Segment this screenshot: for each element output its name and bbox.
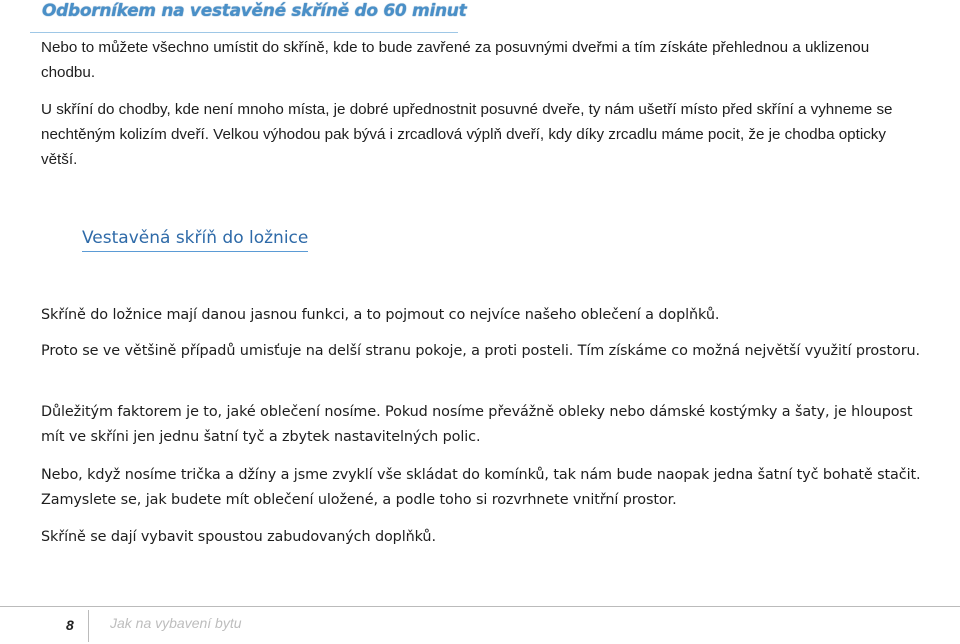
paragraph-accessories: Skříně se dají vybavit spoustou zabudovaných doplňků.	[41, 529, 436, 545]
document-header-title: Odborníkem na vestavěné skříně do 60 minut	[42, 1, 467, 21]
header-rule	[30, 32, 458, 33]
paragraph-placement: Proto se ve většině případů umisťuje na delší stranu pokoje, a proti posteli. Tím získáme co možná největší využití prostoru.	[41, 343, 921, 359]
section-heading-bedroom-wardrobe: Vestavěná skříň do ložnice	[82, 226, 308, 252]
paragraph-hallway-closet: Nebo to můžete všechno umístit do skříně, kde to bude zavřené za posuvnými dveřmi a tím získáte přehlednou a uklizenou chodbu.	[41, 39, 870, 81]
paragraph-bedroom-function: Skříně do ložnice mají danou jasnou funkci, a to pojmout co nejvíce našeho oblečení a doplňků.	[41, 307, 720, 323]
paragraph-sliding-doors: U skříní do chodby, kde není mnoho místa, je dobré upřednostnit posuvné dveře, ty nám ušetří místo před skříní a vyhneme se nechtěným kolizím dveří. Velkou výhodou pak bývá i zrcadlová výplň dveří, kdy díky zrcadlu máme pocit, že je chodba opticky větší.	[41, 101, 893, 168]
footer-divider	[88, 610, 89, 642]
footer-document-name: Jak na vybavení bytu	[110, 615, 242, 631]
paragraph-folded-clothes: Nebo, když nosíme trička a džíny a jsme zvyklí vše skládat do komínků, tak nám bude naopak jedna šatní tyč bohatě stačit. Zamyslete se, jak budete mít oblečení uložené, a podle toho si rozvrhnete vnitřní prostor.	[41, 467, 921, 508]
footer-rule	[0, 606, 960, 607]
page-number: 8	[66, 617, 74, 633]
paragraph-clothing-factor: Důležitým faktorem je to, jaké oblečení nosíme. Pokud nosíme převážně obleky nebo dámské kostýmky a šaty, je hloupost mít ve skříni jen jednu šatní tyč a zbytek nastavitelných polic.	[41, 404, 913, 445]
